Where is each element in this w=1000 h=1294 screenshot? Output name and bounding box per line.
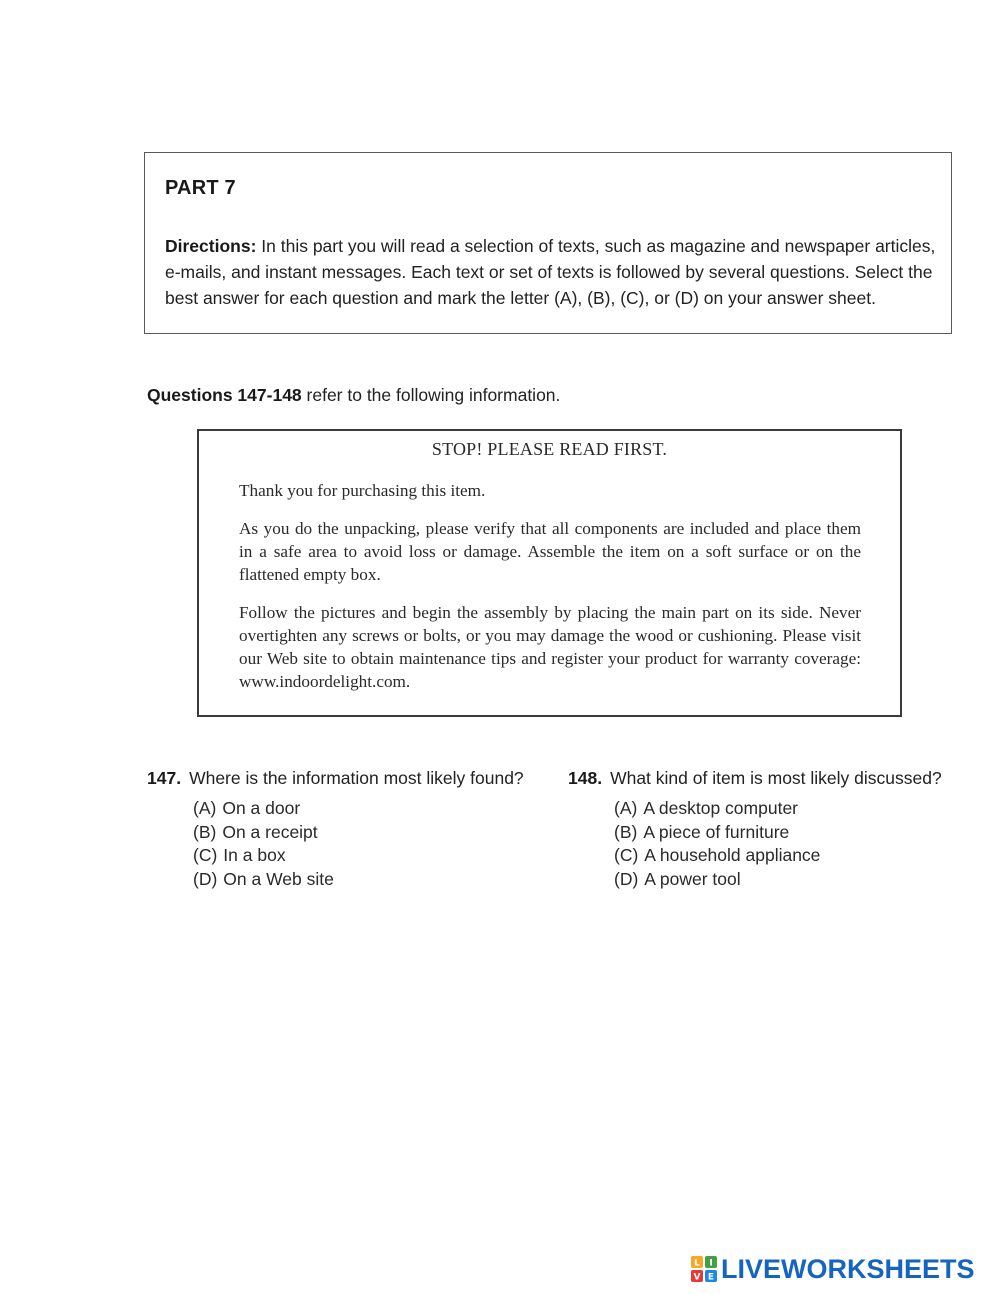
option-letter: (B) [193, 821, 217, 842]
questions-reference-text: refer to the following information. [301, 385, 561, 405]
answer-options [193, 797, 524, 891]
notice-heading: STOP! PLEASE READ FIRST. [431, 439, 668, 459]
questions-reference [147, 385, 560, 406]
option-b[interactable] [614, 821, 942, 845]
option-letter: (C) [614, 845, 639, 865]
logo-letter-1: L [694, 1258, 700, 1269]
question-text: Where is the information most likely found? [189, 768, 524, 788]
notice-paragraph-3: Follow the pictures and begin the assembly by placing the main part on its side. Never overtighten any screws or bolts, or you may damage the wood or cushioning. Please visit our Web site to obtain maintenance tips and register your product for warranty coverage: www.indoordelight.com. [239, 603, 861, 691]
option-d[interactable] [614, 868, 942, 892]
notice-box [197, 429, 902, 717]
notice-paragraph-2: As you do the unpacking, please verify that all components are included and place them in a safe area to avoid loss or damage. Assemble the item on a soft surface or on the flattened empty box. [239, 519, 861, 584]
option-letter: (C) [193, 845, 218, 865]
option-text: On a receipt [222, 821, 318, 842]
question-text: What kind of item is most likely discussed? [610, 768, 942, 788]
questions-range: Questions 147-148 [147, 385, 302, 405]
part-title: PART 7 [165, 177, 236, 199]
option-text: A power tool [644, 868, 741, 889]
option-text: A piece of furniture [643, 821, 790, 842]
option-text: On a door [222, 798, 301, 818]
option-text: A desktop computer [643, 798, 798, 818]
option-letter: (A) [193, 798, 217, 818]
logo-letter-4: E [707, 1272, 715, 1282]
option-text: In a box [223, 845, 286, 865]
directions-body: In this part you will read a selection of texts, such as magazine and newspaper articles, e-mails, and instant messages. Each text or set of texts is followed by several questions. Select the best answer for each question and mark the letter (A), (B), (C), or (D) on your answer sheet. [165, 236, 936, 308]
option-letter: (A) [614, 798, 638, 818]
directions-box [144, 152, 952, 334]
option-text: A household appliance [644, 845, 821, 865]
option-c[interactable] [614, 844, 942, 868]
liveworksheets-wordmark: LIVEWORKSHEETS [721, 1253, 975, 1284]
directions-text [165, 233, 937, 311]
question-number: 148. [568, 768, 603, 788]
option-letter: (D) [614, 868, 639, 889]
question-stem [568, 768, 942, 789]
option-c[interactable] [193, 844, 524, 868]
option-a[interactable] [193, 797, 524, 821]
logo-letter-3: V [693, 1272, 701, 1282]
option-letter: (B) [614, 821, 638, 842]
option-text: On a Web site [223, 868, 334, 889]
question-stem [147, 768, 524, 789]
option-b[interactable] [193, 821, 524, 845]
option-a[interactable] [614, 797, 942, 821]
liveworksheets-logo-icon [691, 1256, 717, 1282]
option-d[interactable] [193, 868, 524, 892]
question-147 [147, 768, 524, 891]
option-letter: (D) [193, 868, 218, 889]
answer-options [614, 797, 942, 891]
logo-letter-2: I [709, 1258, 713, 1269]
liveworksheets-logo[interactable] [691, 1254, 975, 1284]
directions-label: Directions: [165, 236, 257, 256]
question-148 [568, 768, 942, 891]
notice-paragraph-1: Thank you for purchasing this item. [239, 481, 486, 500]
question-number: 147. [147, 768, 182, 788]
